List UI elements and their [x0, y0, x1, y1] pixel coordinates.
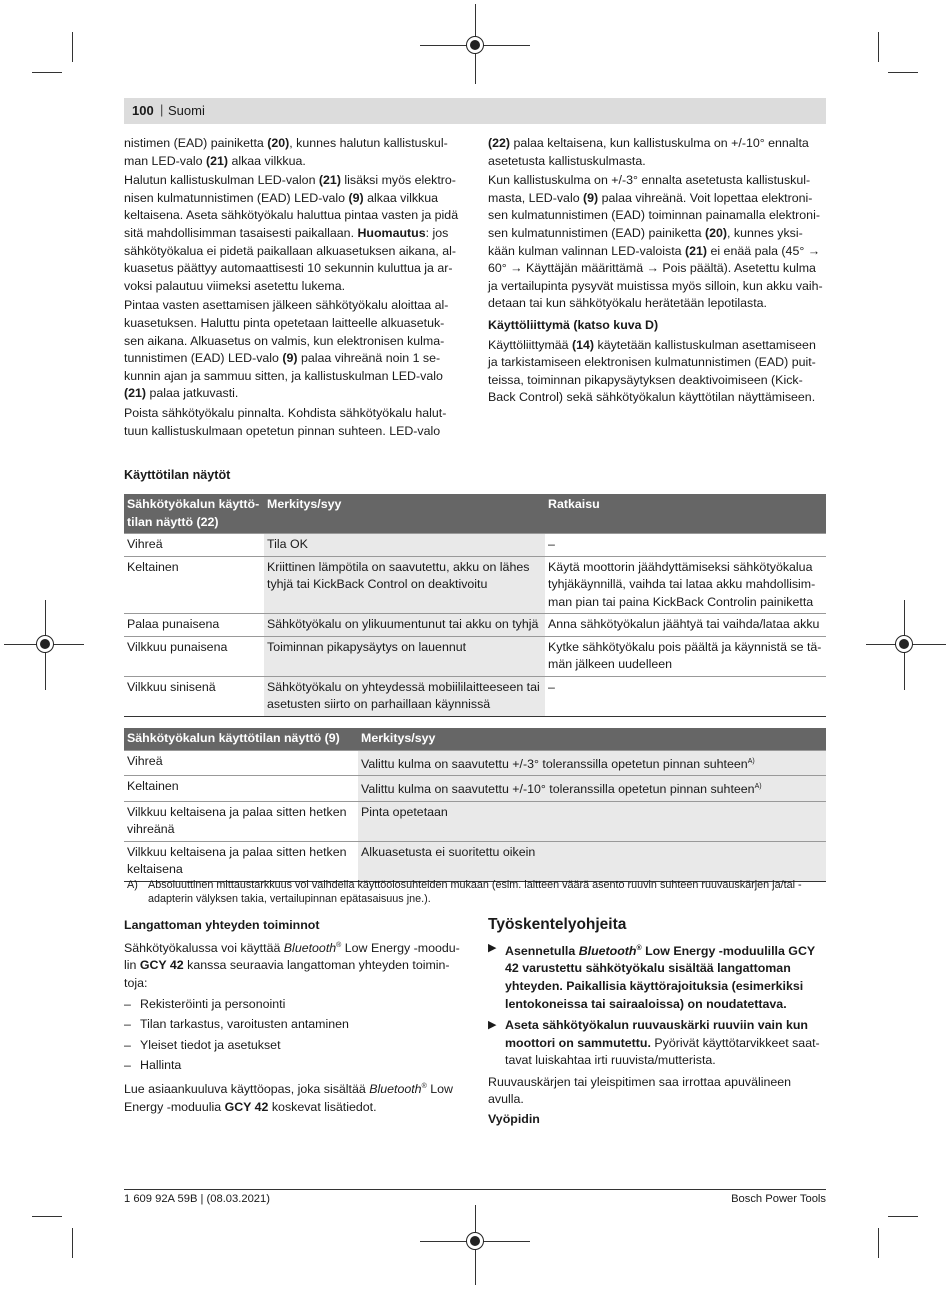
paragraph: Halutun kallistuskulman LED-valon (21) lisäksi myös elektro-nisen kulmatunnistimen (EAD) LED-valo (9) alkaa vilkkua keltaisena. Aseta sähkötyökalu haluttua pintaa vasten ja pidä sitä mahdollisimman tasaisesti paikallaan. Huomautus: jos sähkötyökalua ei pidetä paikallaan alkuasetuksen aikana, al-kuasetus päättyy automaattisesti 10 sekunnin kuluttua ja ar-voksi palautuu viimeksi asetettu lukema.	[124, 173, 459, 293]
footnote-text: Absoluuttinen mittaustarkkuus voi vaihdella käyttöolosuhteiden mukaan (esim. laitteen väärä asento ruuvin suhteen ruuvauskärjen ja/tai -adapterin välyksen takia, vertailupinnan epätasaisuus jne.).	[148, 879, 802, 905]
list-item: ▶ Asennetulla Bluetooth® Low Energy -moduulilla GCY 42 varustettu sähkötyökalu sisältää langattoman yhteyden. Paikallisia käyttörajoituksia (esimerkiksi lentokoneissa tai sairaaloissa) on noudatettava.	[488, 941, 815, 1011]
arrow-icon: ▶	[488, 1019, 497, 1032]
table-cell: Valittu kulma on saavutettu +/-10° toleranssilla opetetun pinnan suhteen$^{A)}$	[358, 776, 826, 802]
table-cell: Vilkkuu sinisenä	[124, 676, 264, 716]
paragraph: Kun kallistuskulma on +/-3° ennalta asetetusta kallistuskul-masta, LED-valo (9) palaa vihreänä. Voit lopettaa elektroni-sen kulmatunnistimen (EAD) toiminnan painamalla elektroni-sen kulmatunnistimen (EAD) painiketta (20), kunnes yksi-kään kulman valinnan LED-valoista (21) ei enää pala (45° → 60° → Käyttäjän määrittämä → Pois päältä). Asetettu kulma ja vertailupinta pysyvät muistissa myös silloin, kun akku vaih-detaan tai kun sähkötyökalu herätetään lepotilasta.	[488, 173, 823, 311]
table-cell: Vilkkuu punaisena	[124, 636, 264, 676]
crop-mark	[72, 32, 73, 62]
table-header-row	[124, 494, 826, 534]
registration-target-icon	[466, 36, 484, 54]
table-header-row	[124, 728, 826, 750]
paragraph: nistimen (EAD) painiketta (20), kunnes halutun kallistuskul-man LED-valo (21) alkaa vilkkua.	[124, 136, 448, 168]
crop-mark	[32, 1216, 62, 1217]
table-row	[124, 636, 826, 676]
status-table-22	[124, 494, 826, 717]
registration-target-icon	[36, 635, 54, 653]
paragraph: Ruuvauskärjen tai yleispitimen saa irrottaa apuvälineen avulla.	[488, 1074, 792, 1107]
section-heading: Käyttöliittymä (katso kuva D)	[488, 317, 659, 332]
list-item: – Hallinta	[124, 1058, 182, 1073]
table-row	[124, 750, 826, 776]
paragraph: Sähkötyökalussa voi käyttää Bluetooth® Low Energy -moodu-lin GCY 42 kanssa seuraavia langattoman yhteyden toimin-toja:	[124, 940, 460, 990]
crop-mark	[878, 1228, 879, 1258]
arrow-icon: ▶	[488, 941, 497, 954]
table-row	[124, 614, 826, 637]
page-header	[124, 98, 826, 124]
footnote-ref: A)	[754, 783, 762, 791]
status-table-9	[124, 728, 826, 882]
table-cell: Anna sähkötyökalun jäähtyä tai vaihda/lataa akku	[545, 614, 826, 637]
header-separator: |	[160, 102, 164, 117]
crop-mark	[72, 1228, 73, 1258]
right-column	[488, 135, 826, 409]
header-language: Suomi	[168, 103, 205, 118]
column-header: Sähkötyökalun käyttötilan näyttö (9)	[124, 728, 358, 750]
column-header: Ratkaisu	[545, 494, 826, 534]
table-cell: Vilkkuu keltaisena ja palaa sitten hetken vihreänä	[124, 801, 358, 841]
footnote-ref: A)	[747, 757, 755, 765]
table-cell: Palaa punaisena	[124, 614, 264, 637]
table-cell: –	[545, 534, 826, 557]
footer-doc-id: 1 609 92A 59B | (08.03.2021)	[124, 1193, 270, 1205]
footer-brand: Bosch Power Tools	[731, 1193, 826, 1205]
page-number: 100	[132, 103, 154, 118]
registration-target-icon	[895, 635, 913, 653]
table-row	[124, 556, 826, 614]
table-cell: Vihreä	[124, 534, 264, 557]
table-cell: Vihreä	[124, 750, 358, 776]
crop-mark	[888, 1216, 918, 1217]
list-item: – Rekisteröinti ja personointi	[124, 996, 286, 1011]
table-cell: Pinta opetetaan	[358, 801, 826, 841]
section-heading: Työskentelyohjeita	[488, 916, 627, 933]
table-cell: Keltainen	[124, 556, 264, 614]
table-cell: Alkuasetusta ei suoritettu oikein	[358, 841, 826, 881]
left-column	[124, 135, 462, 442]
paragraph: Pintaa vasten asettamisen jälkeen sähkötyökalu aloittaa al-kuasetuksen. Haluttu pinta opetetaan laitteelle alkuasetuk-sen aikana. Alkuasetus on valmis, kun elektronisen kulma-tunnistimen (EAD) LED-valo (9) palaa vihreänä noin 1 se-kunnin ajan ja sammuu sitten, ja kallistuskulman LED-valo (21) palaa jatkuvasti.	[124, 298, 449, 401]
crop-mark	[888, 72, 918, 73]
table-row	[124, 841, 826, 881]
table-cell: Kytke sähkötyökalu pois päältä ja käynnistä se tä-män jälkeen uudelleen	[545, 636, 826, 676]
table-cell: Valittu kulma on saavutettu +/-3° toleranssilla opetetun pinnan suhteen$^{A)}$	[358, 750, 826, 776]
table-cell: Sähkötyökalu on ylikuumentunut tai akku on tyhjä	[264, 614, 545, 637]
wireless-section	[124, 917, 462, 1118]
table-row	[124, 534, 826, 557]
paragraph: Poista sähkötyökalu pinnalta. Kohdista sähkötyökalu halut-tuun kallistuskulmaan opetetun pinnan suhteen. LED-valo	[124, 405, 447, 438]
table-cell: Sähkötyökalu on yhteydessä mobiililaitteeseen tai asetusten siirto on parhaillaan käynnissä	[264, 676, 545, 716]
work-section	[488, 916, 826, 1131]
table-cell: Keltainen	[124, 776, 358, 802]
table-cell: Tila OK	[264, 534, 545, 557]
table-cell: Kriittinen lämpötila on saavutettu, akku on lähes tyhjä tai KickBack Control on deaktivoitu	[264, 556, 545, 614]
table-cell: Käytä moottorin jäähdyttämiseksi sähkötyökalua tyhjäkäynnillä, vaihda tai lataa akku mahdollisim-man pian tai paina KickBack Controlin painiketta	[545, 556, 826, 614]
paragraph: Käyttöliittymää (14) käytetään kallistuskulman asettamiseen ja tarkistamiseen elektronisen kulmatunnistimen (EAD) puit-teissa, toiminnan pikapysäytyksen deaktivoimiseen (Kick-Back Control) sekä sähkötyökalun käyttötilan näyttämiseen.	[488, 337, 816, 405]
sub-heading: Vyöpidin	[488, 1112, 540, 1127]
table-row	[124, 776, 826, 802]
paragraph: (22) palaa keltaisena, kun kallistuskulma on +/-10° ennalta asetetusta kallistuskulmasta.	[488, 136, 809, 168]
section-heading: Langattoman yhteyden toiminnot	[124, 918, 320, 932]
table-cell: Toiminnan pikapysäytys on lauennut	[264, 636, 545, 676]
column-header: Sähkötyökalun käyttö-tilan näyttö (22)	[124, 494, 264, 534]
crop-mark	[878, 32, 879, 62]
column-header: Merkitys/syy	[264, 494, 545, 534]
table-cell: Vilkkuu keltaisena ja palaa sitten hetken keltaisena	[124, 841, 358, 881]
list-item: ▶ Aseta sähkötyökalun ruuvauskärki ruuviin vain kun moottori on sammutettu. Pyörivät käyttötarvikkeet saat-tavat luiskahtaa irti ruuvista/mutterista.	[488, 1018, 820, 1068]
table-row	[124, 676, 826, 716]
registration-target-icon	[466, 1232, 484, 1250]
crop-mark	[32, 72, 62, 73]
list-item: – Tilan tarkastus, varoitusten antaminen	[124, 1017, 349, 1032]
table-row	[124, 801, 826, 841]
column-header: Merkitys/syy	[358, 728, 826, 750]
footnote-mark: A)	[127, 879, 138, 891]
section-title: Käyttötilan näytöt	[124, 468, 231, 482]
list-item: – Yleiset tiedot ja asetukset	[124, 1037, 281, 1052]
table-cell: –	[545, 676, 826, 716]
footer-divider	[124, 1189, 826, 1190]
paragraph: Lue asiaankuuluva käyttöopas, joka sisältää Bluetooth® Low Energy -moduulia GCY 42 koskevat lisätiedot.	[124, 1082, 453, 1114]
